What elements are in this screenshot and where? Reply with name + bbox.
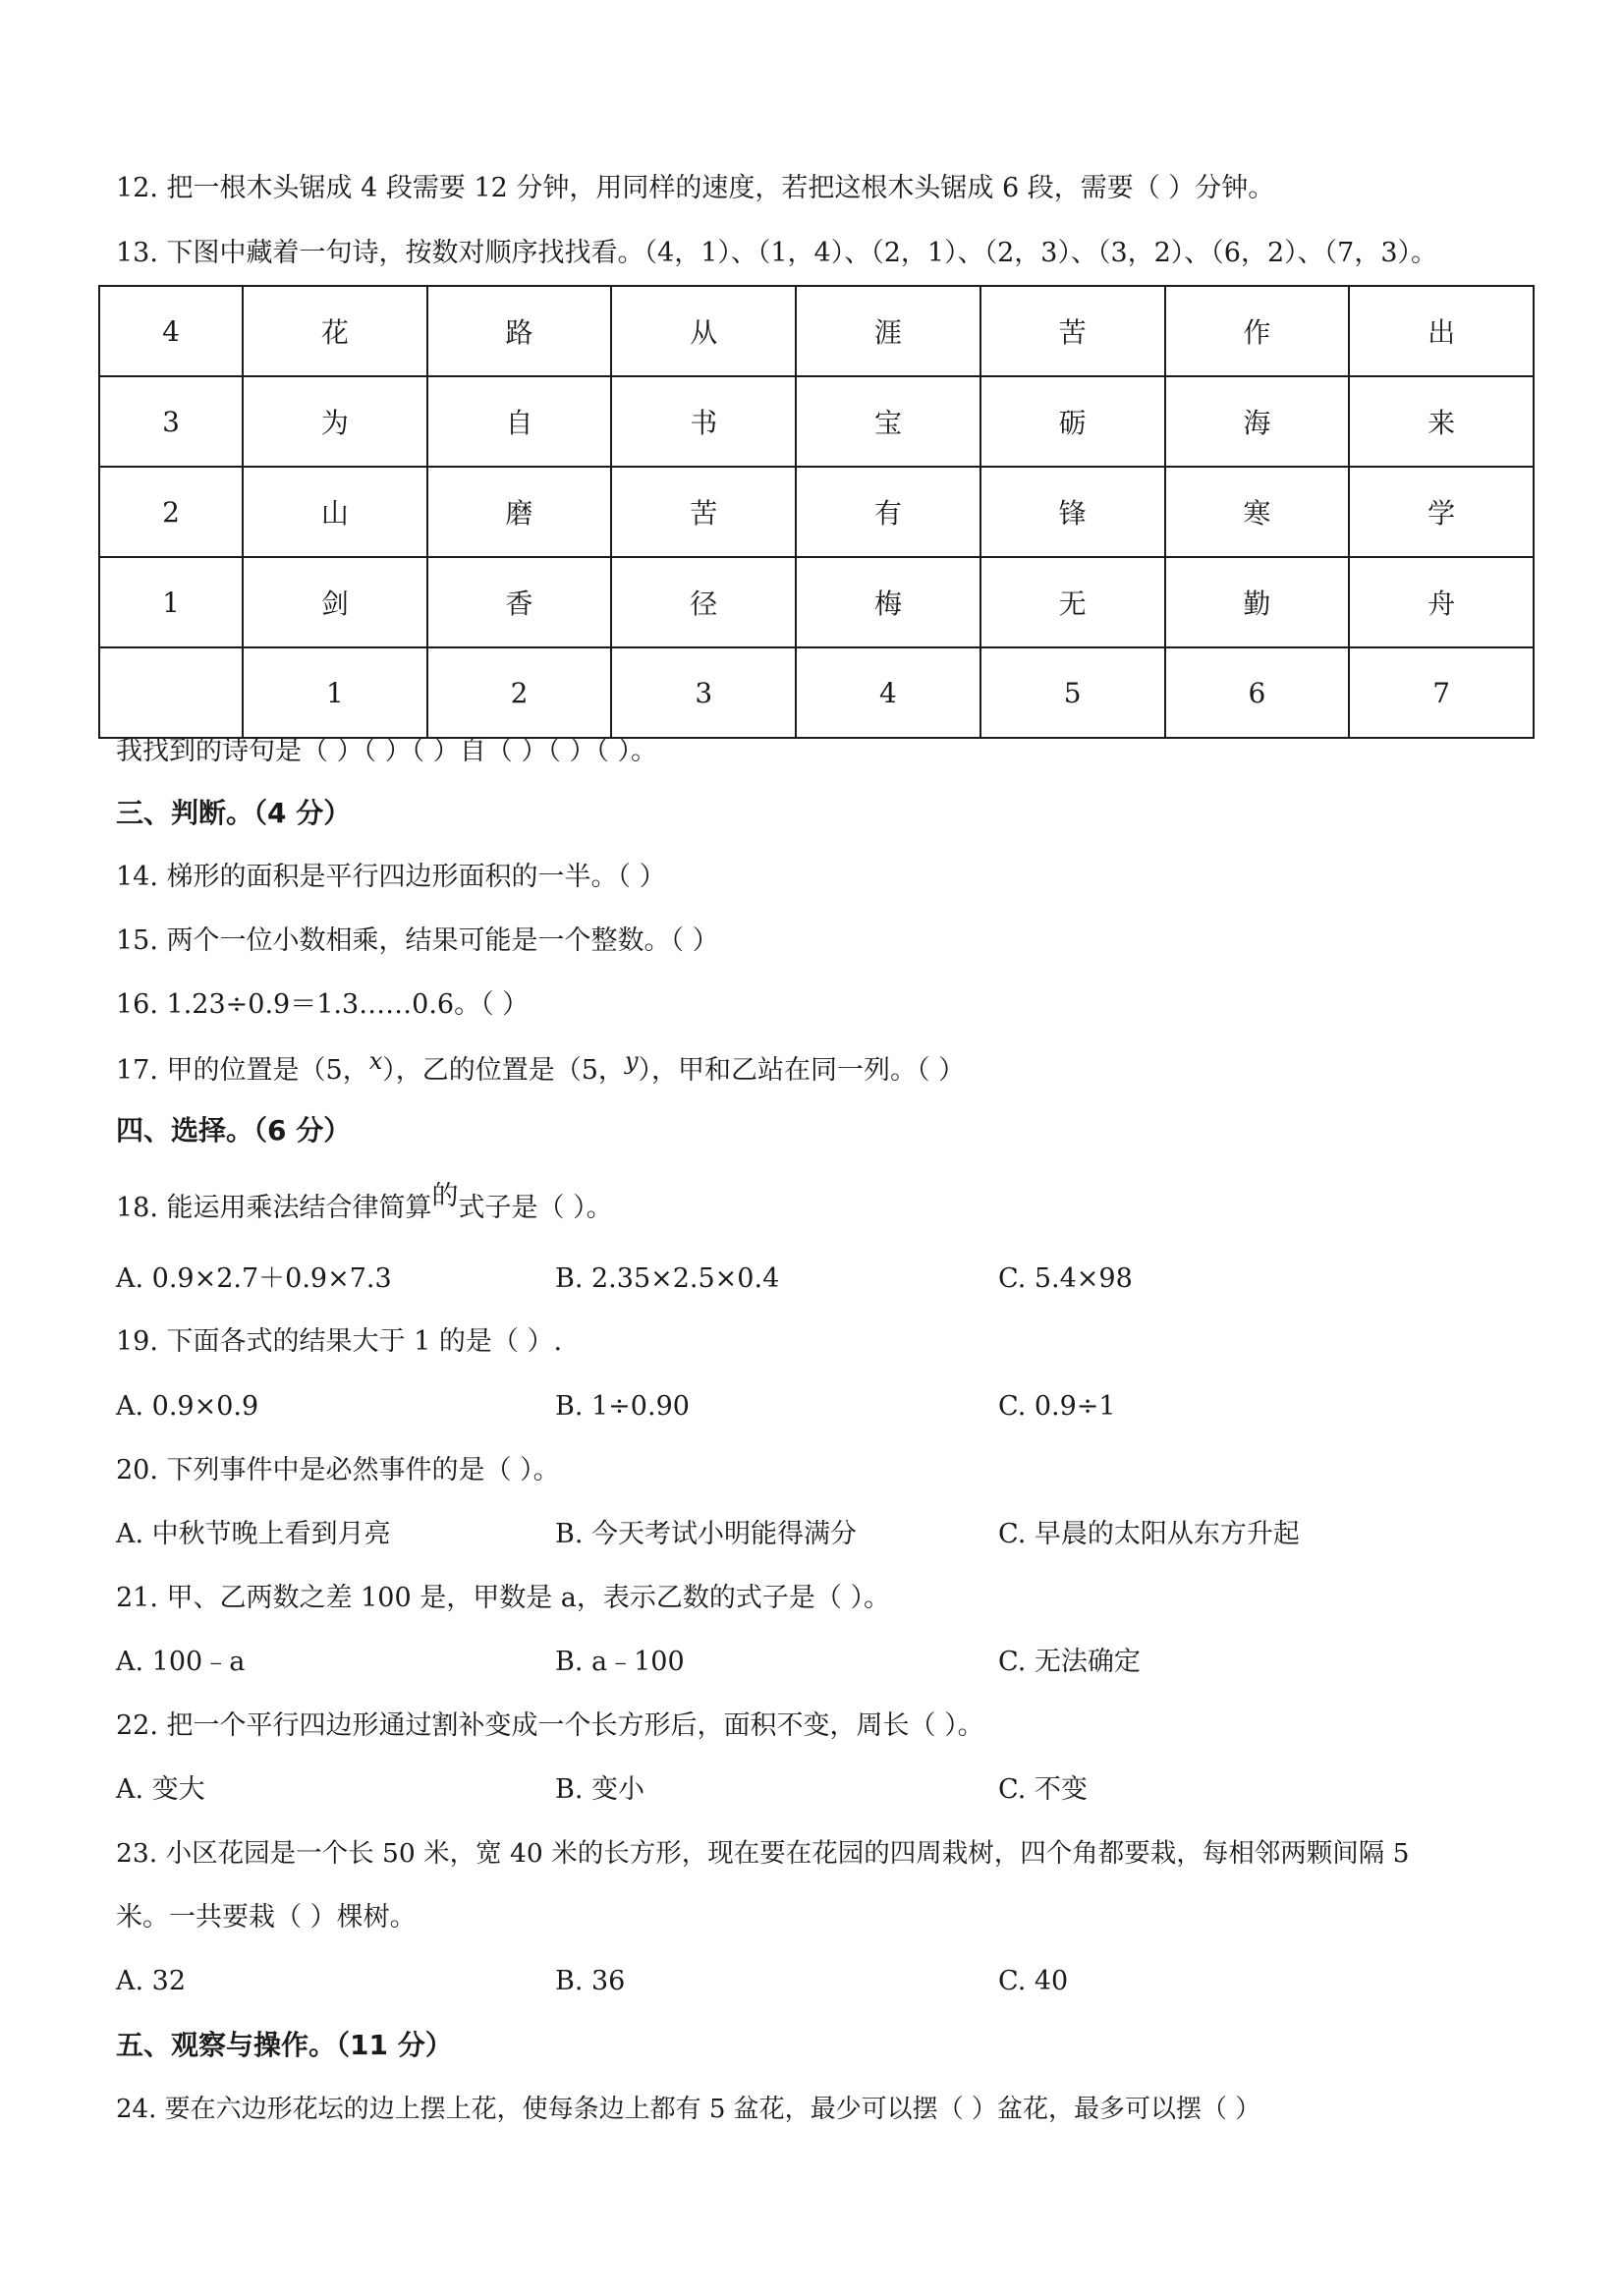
option-c: C. 0.9÷1 <box>998 1391 1116 1422</box>
grid-cell: 有 <box>796 467 980 557</box>
grid-cell: 作 <box>1165 286 1350 376</box>
grid-cell: 书 <box>611 376 796 467</box>
option-b: B. 今天考试小明能得满分 <box>555 1519 858 1549</box>
grid-cell: 剑 <box>243 557 427 647</box>
option-b: B. a﹣100 <box>555 1647 685 1677</box>
row-label: 3 <box>99 376 243 467</box>
option-a: A. 中秋节晚上看到月亮 <box>116 1519 391 1549</box>
table-row <box>99 286 1534 376</box>
grid-cell: 自 <box>427 376 612 467</box>
question-24: 24. 要在六边形花坛的边上摆上花，使每条边上都有 5 盆花，最少可以摆（ ）盆花，最多可以摆（ ） <box>116 2095 1261 2124</box>
grid-cell: 花 <box>243 286 427 376</box>
grid-cell: 寒 <box>1165 467 1350 557</box>
grid-cell: 锋 <box>980 467 1165 557</box>
poem-grid-table <box>98 285 1535 739</box>
question-13: 13. 下图中藏着一句诗，按数对顺序找找看。（4，1）、（1，4）、（2，1）、（2，3）、（3，2）、（6，2）、（7，3）。 <box>116 238 1438 268</box>
section-heading-choice: 四、选择。（6 分） <box>116 1114 352 1147</box>
poem-answer-line: 我找到的诗句是（ ）（ ）（ ）自（ ）（ ）（ ）。 <box>116 736 657 766</box>
grid-cell: 宝 <box>796 376 980 467</box>
grid-cell: 从 <box>611 286 796 376</box>
grid-cell: 苦 <box>980 286 1165 376</box>
column-label: 7 <box>1349 647 1534 738</box>
question-18-part-b: 式子是（ ）。 <box>458 1193 613 1223</box>
grid-cell: 路 <box>427 286 612 376</box>
option-c: C. 早晨的太阳从东方升起 <box>998 1519 1300 1549</box>
question-14: 14. 梯形的面积是平行四边形面积的一半。（ ） <box>116 862 666 892</box>
row-label: 2 <box>99 467 243 557</box>
grid-cell: 梅 <box>796 557 980 647</box>
grid-cell: 涯 <box>796 286 980 376</box>
grid-cell: 学 <box>1349 467 1534 557</box>
option-c: C. 40 <box>998 1966 1069 1996</box>
section-heading-judgment: 三、判断。（4 分） <box>116 797 352 829</box>
column-label: 3 <box>611 647 796 738</box>
question-23-line-2: 米。一共要栽（ ）棵树。 <box>116 1902 417 1932</box>
option-b: B. 2.35×2.5×0.4 <box>555 1263 780 1294</box>
row-label: 4 <box>99 286 243 376</box>
grid-cell: 径 <box>611 557 796 647</box>
option-a: A. 0.9×2.7＋0.9×7.3 <box>116 1263 392 1294</box>
table-row <box>99 376 1534 467</box>
grid-cell: 为 <box>243 376 427 467</box>
column-label: 2 <box>427 647 612 738</box>
grid-cell: 海 <box>1165 376 1350 467</box>
table-row <box>99 467 1534 557</box>
grid-cell: 来 <box>1349 376 1534 467</box>
grid-cell: 香 <box>427 557 612 647</box>
question-12: 12. 把一根木头锯成 4 段需要 12 分钟，用同样的速度，若把这根木头锯成 6 段，需要（ ）分钟。 <box>116 173 1275 203</box>
option-a: A. 变大 <box>116 1774 205 1805</box>
question-18-raised-char: 的 <box>431 1181 459 1211</box>
option-a: A. 0.9×0.9 <box>116 1391 259 1422</box>
variable-y: y <box>624 1047 639 1075</box>
option-a: A. 100﹣a <box>116 1647 246 1677</box>
grid-cell: 勤 <box>1165 557 1350 647</box>
option-b: B. 36 <box>555 1966 626 1996</box>
question-22: 22. 把一个平行四边形通过割补变成一个长方形后，面积不变，周长（ ）。 <box>116 1710 984 1741</box>
option-c: C. 无法确定 <box>998 1647 1141 1677</box>
table-row <box>99 647 1534 738</box>
variable-x: x <box>368 1047 383 1075</box>
question-15: 15. 两个一位小数相乘，结果可能是一个整数。（ ） <box>116 925 719 956</box>
grid-cell: 砺 <box>980 376 1165 467</box>
option-c: C. 不变 <box>998 1774 1088 1805</box>
column-label: 4 <box>796 647 980 738</box>
grid-cell: 山 <box>243 467 427 557</box>
question-17-part-c: ），甲和乙站在同一列。（ ） <box>638 1055 966 1086</box>
question-17 <box>116 1047 966 1091</box>
question-19: 19. 下面各式的结果大于 1 的是（ ）. <box>116 1326 563 1357</box>
grid-cell: 磨 <box>427 467 612 557</box>
option-b: B. 变小 <box>555 1774 645 1805</box>
question-16: 16. 1.23÷0.9＝1.3……0.6。（ ） <box>116 989 530 1020</box>
option-c: C. 5.4×98 <box>998 1263 1133 1294</box>
column-label: 1 <box>243 647 427 738</box>
row-label: 1 <box>99 557 243 647</box>
grid-cell: 出 <box>1349 286 1534 376</box>
column-label: 5 <box>980 647 1165 738</box>
question-23-line-1: 23. 小区花园是一个长 50 米，宽 40 米的长方形，现在要在花园的四周栽树，四个角都要栽，每相邻两颗间隔 5 <box>116 1838 1410 1869</box>
question-20: 20. 下列事件中是必然事件的是（ ）。 <box>116 1455 560 1485</box>
grid-cell: 舟 <box>1349 557 1534 647</box>
column-label: 6 <box>1165 647 1350 738</box>
question-17-part-a: 17. 甲的位置是（5， <box>116 1055 369 1086</box>
section-heading-observe: 五、观察与操作。（11 分） <box>116 2029 453 2061</box>
grid-cell: 苦 <box>611 467 796 557</box>
question-18 <box>116 1181 613 1228</box>
question-18-part-a: 18. 能运用乘法结合律简算 <box>116 1193 432 1223</box>
grid-cell: 无 <box>980 557 1165 647</box>
option-a: A. 32 <box>116 1966 187 1996</box>
corner-cell <box>99 647 243 738</box>
question-21: 21. 甲、乙两数之差 100 是，甲数是 a，表示乙数的式子是（ ）。 <box>116 1583 890 1613</box>
option-b: B. 1÷0.90 <box>555 1391 690 1422</box>
table-row <box>99 557 1534 647</box>
question-17-part-b: ），乙的位置是（5， <box>382 1055 625 1086</box>
